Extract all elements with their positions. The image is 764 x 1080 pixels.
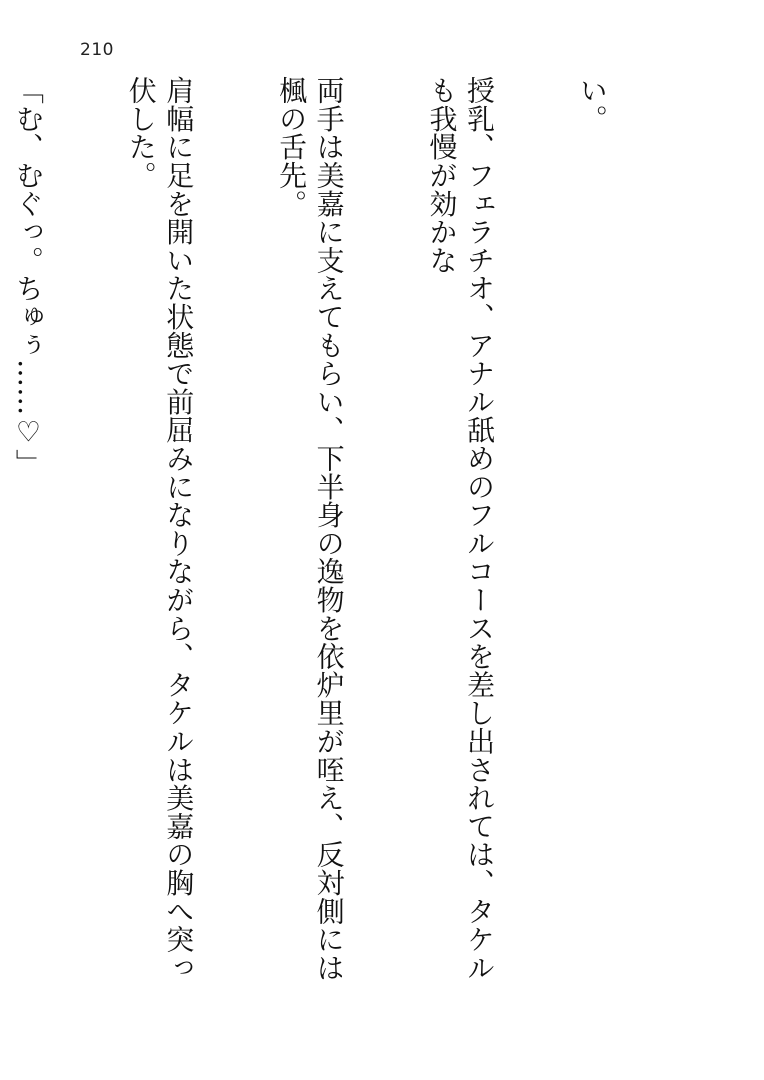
text-line: 授乳、フェラチオ、アナル舐めのフルコースを差し出されては、タケルも我慢が効かな <box>425 76 497 982</box>
vertical-text-body <box>11 76 686 1001</box>
page-number: 210 <box>80 40 114 60</box>
text-line: 両手は美嘉に支えてもらい、下半身の逸物を依炉里が咥え、反対側には楓の舌先。 <box>275 76 346 982</box>
text-line: 「む、むぐっ。ちゅぅ……♡」 <box>11 76 45 478</box>
text-line: 肩幅に足を開いた状態で前屈みになりながら、タケルは美嘉の胸へ突っ伏した。 <box>124 76 196 982</box>
text-line: い。 <box>575 76 609 133</box>
